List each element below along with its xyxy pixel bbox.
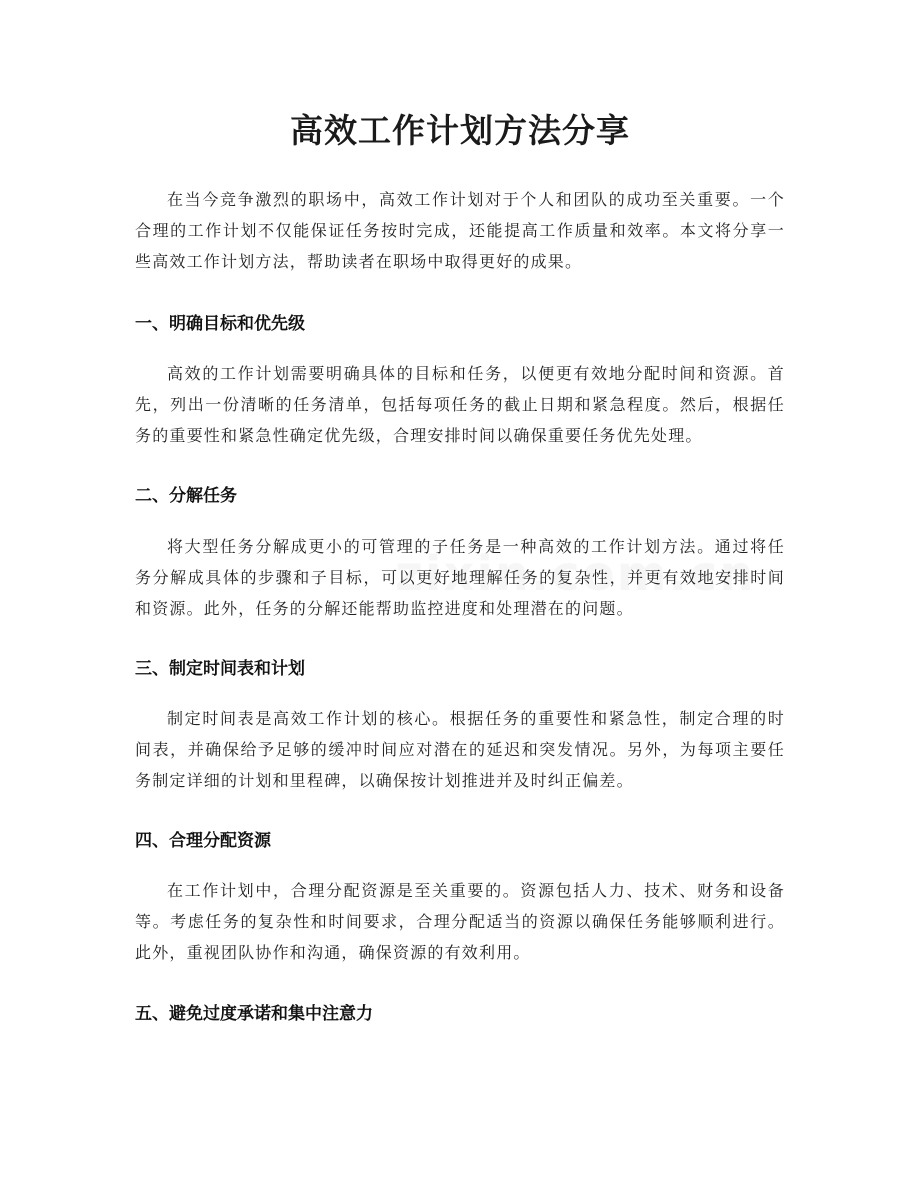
section-3-heading: 三、制定时间表和计划 [135, 659, 305, 679]
section-4-body: 在工作计划中，合理分配资源是至关重要的。资源包括人力、技术、财务和设备等。考虑任务的复杂性和时间要求，合理分配适当的资源以确保任务能够顺利进行。此外，重视团队协作和沟通，确保资源的有效利用。 [135, 881, 785, 962]
section-1-body: 高效的工作计划需要明确具体的目标和任务，以便更有效地分配时间和资源。首先，列出一份清晰的任务清单，包括每项任务的截止日期和紧急程度。然后，根据任务的重要性和紧急性确定优先级，合理安排时间以确保重要任务优先处理。 [135, 364, 785, 445]
page-title: 高效工作计划方法分享 [290, 111, 630, 150]
section-5-heading: 五、避免过度承诺和集中注意力 [135, 1004, 373, 1024]
section-1-heading: 一、明确目标和优先级 [135, 314, 305, 334]
intro-paragraph: 在当今竞争激烈的职场中，高效工作计划对于个人和团队的成功至关重要。一个合理的工作计划不仅能保证任务按时完成，还能提高工作质量和效率。本文将分享一些高效工作计划方法，帮助读者在职场中取得更好的成果。 [135, 190, 785, 271]
section-4-heading: 四、合理分配资源 [135, 831, 271, 851]
section-2-body: 将大型任务分解成更小的可管理的子任务是一种高效的工作计划方法。通过将任务分解成具体的步骤和子目标，可以更好地理解任务的复杂性，并更有效地安排时间和资源。此外，任务的分解还能帮助监控进度和处理潜在的问题。 [135, 537, 785, 618]
section-2-heading: 二、分解任务 [135, 486, 237, 506]
section-3-body: 制定时间表是高效工作计划的核心。根据任务的重要性和紧急性，制定合理的时间表，并确保给予足够的缓冲时间应对潜在的延迟和突发情况。另外，为每项主要任务制定详细的计划和里程碑，以确保按计划推进并及时纠正偏差。 [135, 709, 785, 790]
